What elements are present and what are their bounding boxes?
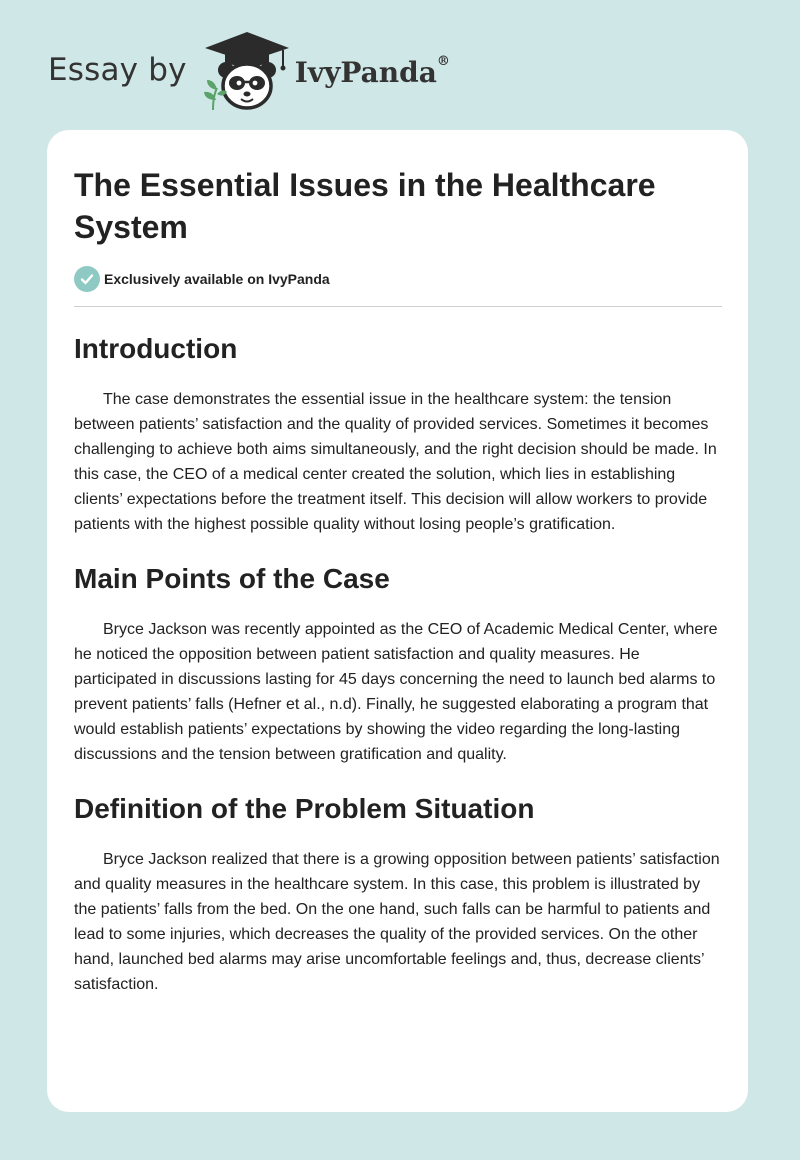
exclusive-badge	[74, 266, 722, 292]
exclusive-badge-text: Exclusively available on IvyPanda	[104, 271, 330, 287]
section-problem-definition	[74, 791, 722, 997]
essay-card	[47, 130, 748, 1112]
section-heading: Definition of the Problem Situation	[74, 793, 535, 824]
section-heading: Introduction	[74, 333, 238, 364]
section-paragraph: Bryce Jackson was recently appointed as the CEO of Academic Medical Center, where he noticed the opposition between patient satisfaction and quality measures. He participated in discussions lasting for 45 days concerning the need to launch bed alarms to prevent patients’ falls (Hefner et al., n.d). Finally, he suggested elaborating a program that would establish patients’ expectations by showing the video regarding the long-lasting discussions and the tension between gratification and quality.	[74, 621, 718, 763]
section-introduction	[74, 331, 722, 537]
section-main-points	[74, 561, 722, 767]
brand-name[interactable]	[294, 53, 450, 89]
section-heading: Main Points of the Case	[74, 563, 390, 594]
section-paragraph: Bryce Jackson realized that there is a growing opposition between patients’ satisfaction and quality measures in the healthcare system. In this case, this problem is illustrated by the patients’ falls from the bed. On the one hand, such falls can be harmful to patients and lead to some injuries, which decreases the quality of the provided services. On the other hand, launched bed alarms may arise uncomfortable feelings and, thus, decrease clients’ satisfaction.	[74, 851, 720, 993]
brand-name-text: IvyPanda	[294, 55, 437, 89]
section-paragraph: The case demonstrates the essential issue in the healthcare system: the tension between patients’ satisfaction and the quality of provided services. Sometimes it becomes challenging to achieve both aims simultaneously, and the right decision should be made. In this case, the CEO of a medical center created the solution, which lies in establishing clients’ expectations before the treatment itself. This decision will allow workers to provide patients with the highest possible quality without losing people’s gratification.	[74, 391, 717, 533]
essay-title: The Essential Issues in the Healthcare System	[74, 167, 656, 245]
site-header	[48, 28, 450, 112]
title-divider	[74, 306, 722, 307]
essay-by-label: Essay by	[48, 52, 187, 88]
trademark-symbol: ®	[436, 53, 450, 69]
panda-logo-icon[interactable]	[201, 28, 293, 112]
check-icon	[74, 266, 100, 292]
